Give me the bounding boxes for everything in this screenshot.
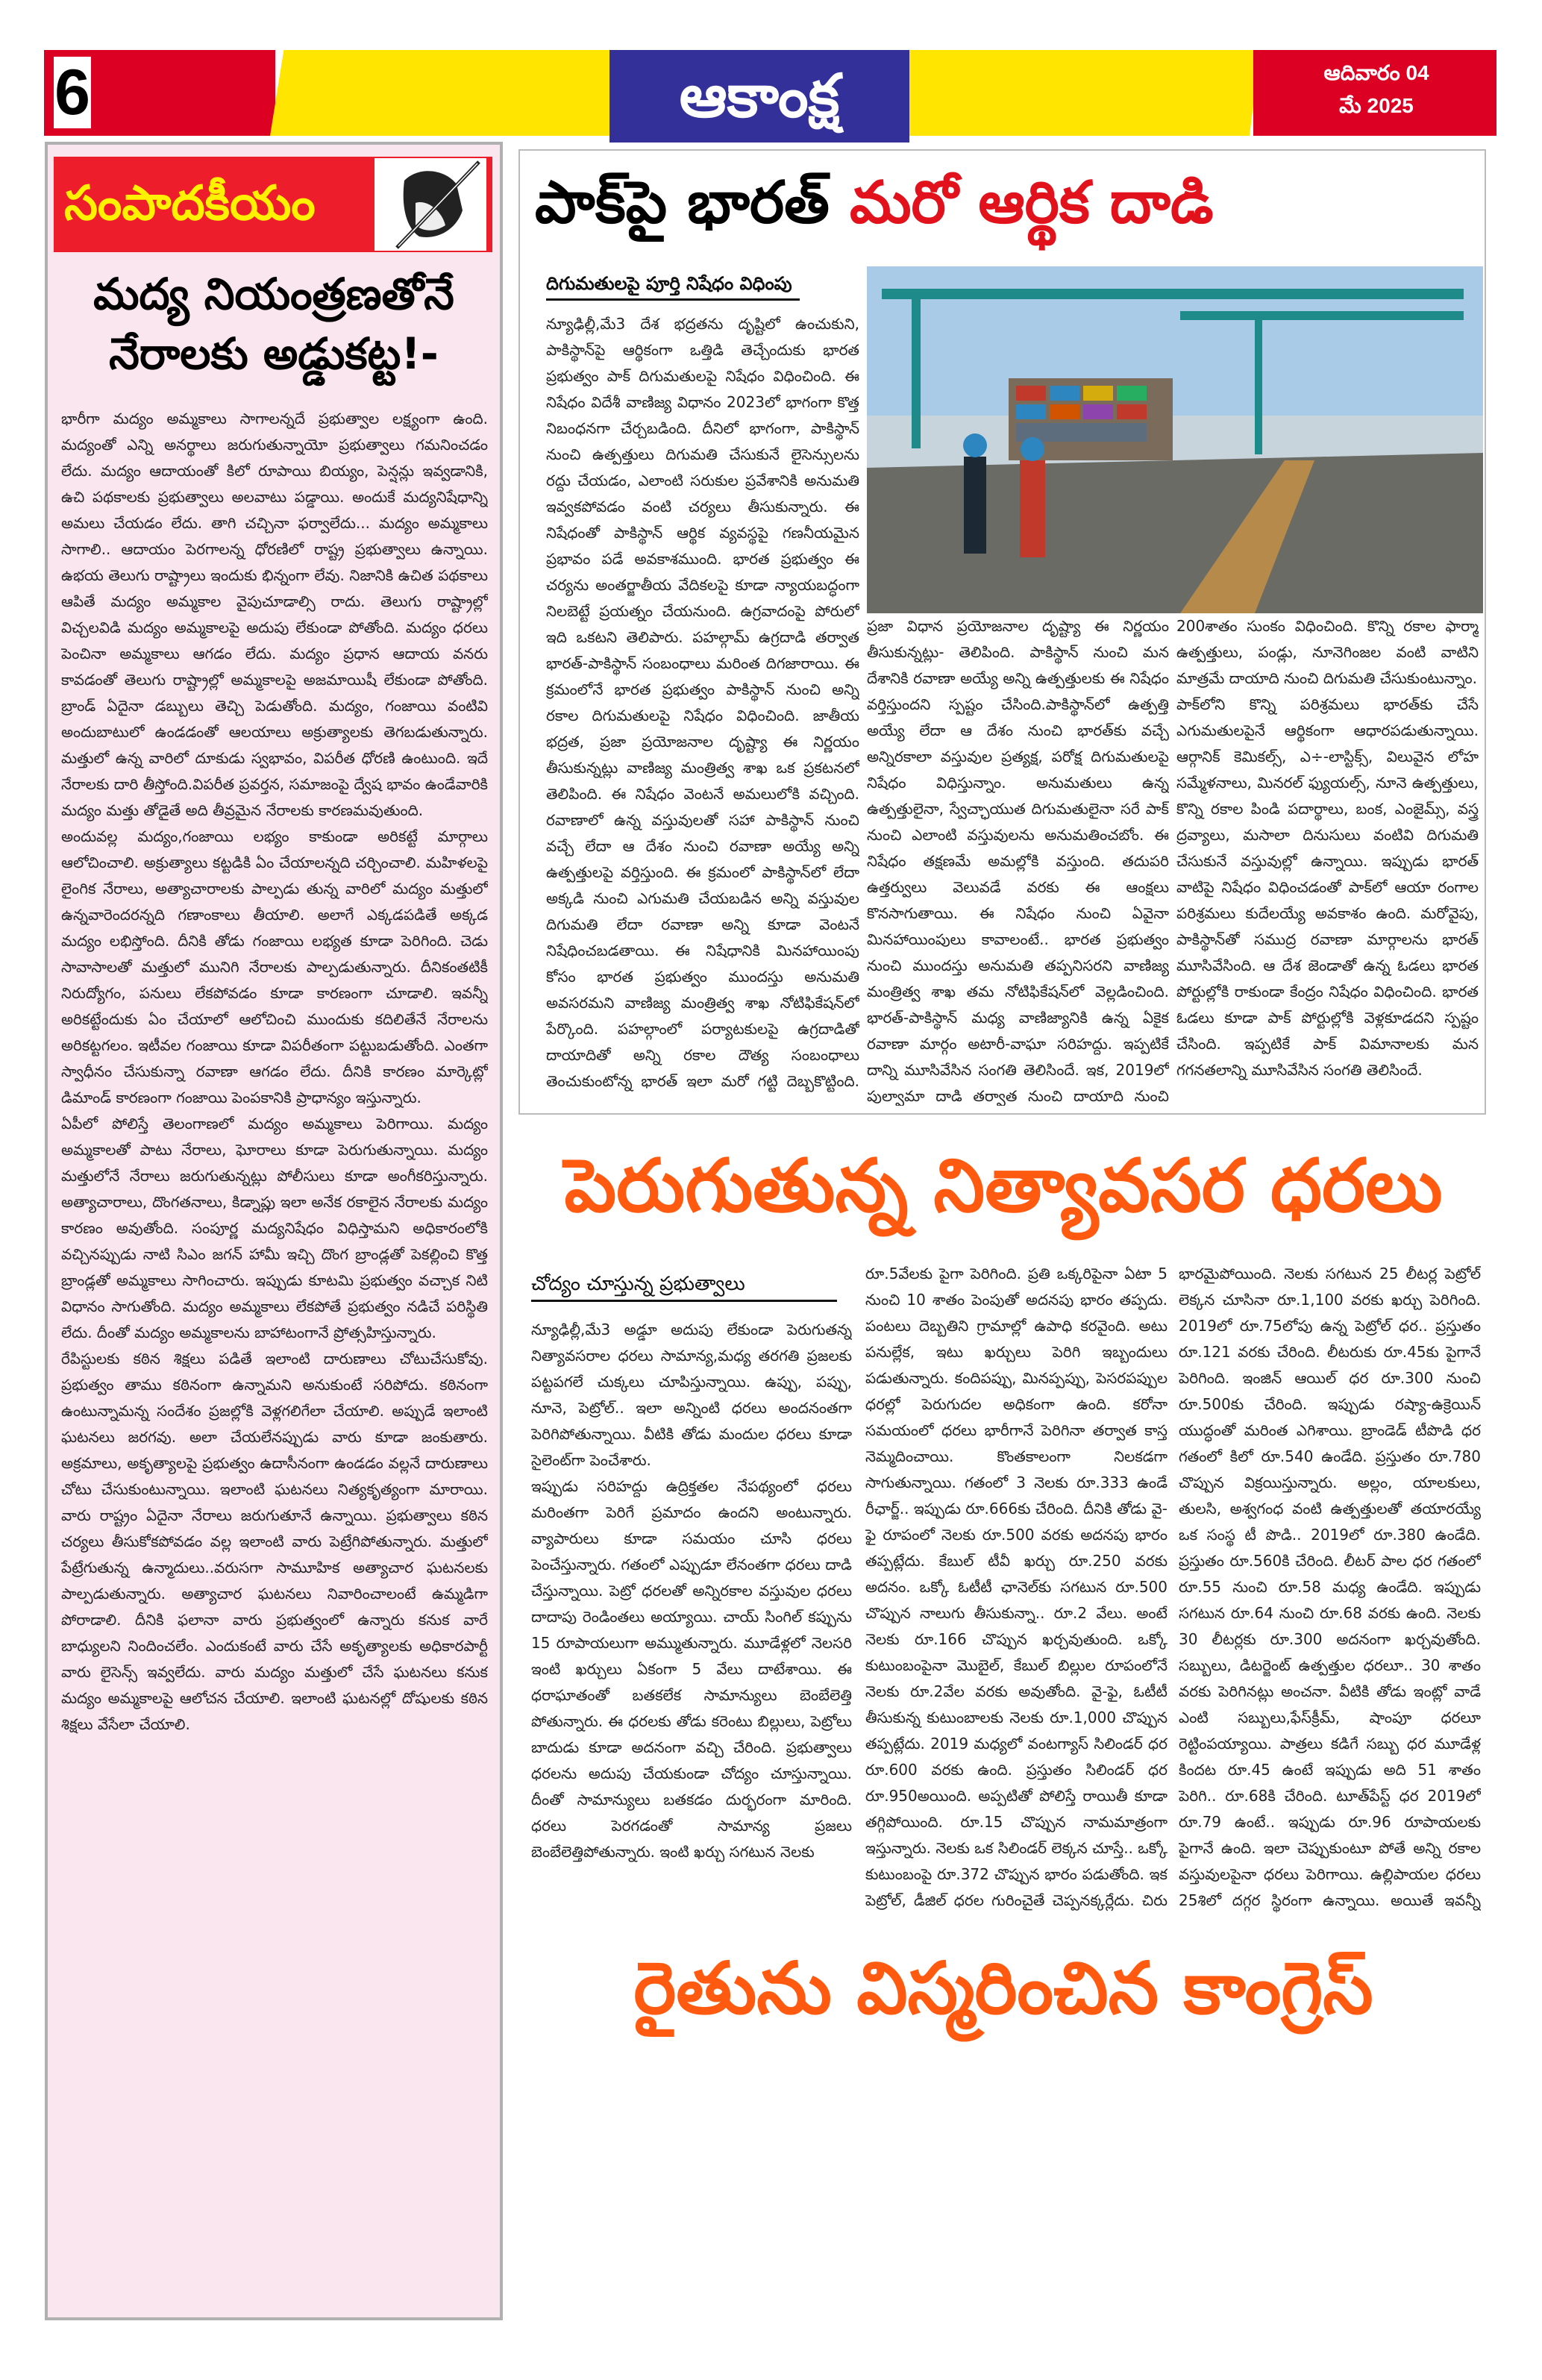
editorial-column (45, 142, 503, 2320)
newspaper-masthead: ఆకాంక్ష (679, 61, 840, 131)
pak-story-column-1 (546, 311, 859, 1095)
editorial-banner (54, 157, 492, 252)
prices-story-column-3 (1179, 1261, 1481, 1914)
editorial-paragraph: రేపిస్టులకు కఠిన శిక్షలు పడితే ఇలాంటి దారుణాలు చోటుచేసుకోవు. ప్రభుత్వం తాము కఠినంగా ఉన్నామని అనుకుంటే సరిపోదు. కఠినంగా ఉంటున్నామన్న సందేశం ప్రజల్లోకి వెళ్లగలిగేలా చేయాలి. అప్పుడే ఇలాంటి ఘటనలు జరగవు. అలా చేయలేనప్పుడు వారు కూడా జంకుతారు. అక్రమాలు, అకృత్యాలపై ప్రభుత్వం ఉదాసీనంగా ఉండడం వల్లనే దారుణాలు చోటు చేసుకుంటున్నాయి. ఇలాంటి ఘటనలు నిత్యకృత్యంగా మారాయి. వారు రాష్ట్రం ఏదైనా నేరాలు జరుగుతూనే ఉన్నాయి. ప్రభుత్వాలు కఠిన చర్యలు తీసుకోకపోవడం వల్ల ఇలాంటి వారు పెట్రేగిపోతున్నారు. మత్తులో పేట్రేగుతున్న ఉన్మాదులు..వరుసగా సామూహిక అత్యాచార ఘటనలకు పాల్పడుతున్నారు. అత్యాచార ఘటనలు నివారించాలంటే ఉమ్మడిగా పోరాడాలి. దీనికి ఫలానా వారు ప్రభుత్వంలో ఉన్నారు కనుక వారే బాధ్యులని నిందించలేం. ఎందుకంటే వారు చేసే అకృత్యాలకు అధికారపార్టీ వారు లైసెన్స్ ఇవ్వలేదు. వారు మద్యం మత్తులో చేసే ఘటనలు కనుక మద్యం అమ్మకాలపై ఆలోచన చేయాలి. ఇలాంటి ఘటనల్లో దోషులకు కఠిన శిక్షలు వేసేలా చేయాలి. (61, 1350, 488, 1733)
pak-headline-black: పాక్‌పై భారత్ (535, 169, 830, 237)
pak-paragraph: న్యూఢిల్లీ,మే3 దేశ భద్రతను దృష్టిలో ఉంచుకుని, పాకిస్థాన్‌పై ఆర్థికంగా ఒత్తిడి తెచ్చేందుకు భారత ప్రభుత్వం పాక్ దిగుమతులపై నిషేధం విధించింది. ఈ నిషేధం విదేశీ వాణిజ్య విధానం 2023లో భాగంగా కొత్త నిబంధనగా చేర్చబడింది. దీనిలో భాగంగా, పాకిస్థాన్ నుంచి ఉత్పత్తులు దిగుమతి చేసుకునే లైసెన్సులను రద్దు చేయడం, ఎలాంటి సరుకుల ప్రవేశానికి అనుమతి ఇవ్వకపోవడం వంటి చర్యలు తీసుకున్నారు. ఈ నిషేధంతో పాకిస్థాన్ ఆర్థిక వ్యవస్థపై గణనీయమైన ప్రభావం పడే అవకాశముంది. భారత ప్రభుత్వం ఈ చర్యను అంతర్జాతీయ వేదికలపై కూడా న్యాయబద్ధంగా నిలబెట్టే ప్రయత్నం చేయనుంది. ఉగ్రవాదంపై పోరులో ఇది ఒకటని తెలిపారు. పహల్గామ్ ఉగ్రదాడి తర్వాత భారత్-పాకిస్థాన్ సంబంధాలు మరింత దిగజారాయి. ఈ క్రమంలోనే భారత ప్రభుత్వం పాకిస్థాన్ నుంచి అన్ని రకాల దిగుమతులపై నిషేధం విధించింది. జాతీయ భద్రత, ప్రజా ప్రయోజనాల దృష్ట్యా ఈ నిర్ణయం తీసుకున్నట్లు వాణిజ్య మంత్రిత్వ శాఖ ఒక ప్రకటనలో తెలిపింది. ఈ నిషేధం వెంటనే అమలులోకి వచ్చింది. రవాణాలో ఉన్న వస్తువులతో సహా పాకిస్థాన్ నుంచి వచ్చే లేదా ఆ దేశం నుంచి రవాణా అయ్యే అన్ని ఉత్పత్తులపై వర్తిస్తుంది. ఈ క్రమంలో పాకిస్థాన్‌లో లేదా అక్కడి నుంచి ఎగుమతి చేయబడిన అన్ని వస్తువుల దిగుమతి లేదా రవాణా అన్ని కూడా వెంటనే నిషేధించబడతాయి. ఈ నిషేధానికి మినహాయింపు కోసం భారత ప్రభుత్వం ముందస్తు అనుమతి అవసరమని వాణిజ్య మంత్రిత్వ శాఖ నోటిఫికేషన్‌లో పేర్కొంది. పహల్గాంలో పర్యాటకులపై ఉగ్రదాడితో దాయాదితో అన్ని రకాల దౌత్య సంబంధాలు తెంచుకుంటోన్న భారత్ ఇలా మరో గట్టి దెబ్బకొట్టింది. (546, 315, 859, 1090)
pak-headline-red: మరో ఆర్థిక దాడి (850, 169, 1214, 237)
pak-story-column-2 (867, 613, 1169, 1106)
editorial-paragraph: భారీగా మద్యం అమ్మకాలు సాగాలన్నదే ప్రభుత్వాల లక్ష్యంగా ఉంది. మద్యంతో ఎన్ని అనర్థాలు జరుగుతున్నాయో ప్రభుత్వాలు గమనించడం లేదు. మద్యం ఆదాయంతో కిలో రూపాయి బియ్యం, పెన్షన్లు ఇవ్వడానికి, ఉచి పథకాలకు ప్రభుత్వాలు అలవాటు పడ్డాయి. అందుకే మద్యనిషేధాన్ని అమలు చేయడం లేదు. తాగి చచ్చినా ఫర్వాలేదు... మద్యం అమ్మకాలు సాగాలి.. ఆదాయం పెరగాలన్న ధోరణిలో రాష్ట్ర ప్రభుత్వాలు ఉన్నాయి. ఉభయ తెలుగు రాష్ట్రాలు ఇందుకు భిన్నంగా లేవు. నిజానికి ఉచిత పథకాలు ఆపితే మద్యం అమ్మకాల వైపుచూడాల్సి రాదు. తెలుగు రాష్ట్రాల్లో విచ్చలవిడి మద్యం అమ్మకాలపై అదుపు లేకుండా పోతోంది. మద్యం ధరలు పెంచినా అమ్మకాలు ఆగడం లేదు. మద్యం ప్రధాన ఆదాయ వనరు కావడంతో తెలుగు రాష్ట్రాల్లో అమ్మకాలపై అజమాయిషీ లేకుండా పోతోంది. బ్రాండ్ ఏదైనా డబ్బులు తెచ్చి పెడుతోంది. మద్యం, గంజాయి వంటివి అందుబాటులో ఉండడంతో ఆలయాలు అక్రుత్యాలకు తెగబడుతున్నారు. మత్తులో ఉన్న వారిలో దూకుడు స్వభావం, విపరీత ధోరణి ఉంటుంది. ఇదే నేరాలకు దారి తీస్తోంది.విపరీత ప్రవర్తన, సమాజంపై ద్వేష భావం ఉండేవారికి మద్యం మత్తు తోడైతే అది తీవ్రమైన నేరాలకు కారణమవుతుంది. (61, 410, 488, 819)
pak-paragraph: ప్రజా విధాన ప్రయోజనాల దృష్ట్యా ఈ నిర్ణయం తీసుకున్నట్లు- తెలిపింది. పాకిస్థాన్ నుంచి మన దేశానికి రవాణా అయ్యే అన్ని ఉత్పత్తులకు ఈ నిషేధం వర్తిస్తుందని స్పష్టం చేసింది.పాకిస్థాన్‌లో ఉత్పత్తి అయ్యే లేదా ఆ దేశం నుంచి భారత్‌కు వచ్చే అన్నిరకాలా వస్తువుల ప్రత్యక్ష, పరోక్ష దిగుమతులపై నిషేధం విధిస్తున్నాం. అనుమతులు ఉన్న ఉత్పత్తులైనా, స్వేచ్ఛాయుత దిగుమతులైనా సరే పాక్ నుంచి ఎలాంటి వస్తువులను అనుమతించబోం. ఈ నిషేధం తక్షణమే అమల్లోకి వస్తుంది. తదుపరి ఉత్తర్వులు వెలువడే వరకు ఈ ఆంక్షలు కొనసాగుతాయి. ఈ నిషేధం నుంచి ఏవైనా మినహాయింపులు కావాలంటే.. భారత ప్రభుత్వం నుంచి ముందస్తు అనుమతి తప్పనిసరని వాణిజ్య మంత్రిత్వ శాఖ తమ నోటిఫికేషన్‌లో వెల్లడించింది. భారత్-పాకిస్థాన్ మధ్య వాణిజ్యానికి ఉన్న ఏకైక రవాణా మార్గం అటారీ-వాఘా సరిహద్దు. ఇప్పటికే దాన్ని మూసివేసిన సంగతి తెలిసిందే. ఇక, 2019లో పుల్వామా దాడి తర్వాత నుంచి దాయాది నుంచి (867, 617, 1169, 1105)
port-photo-illustration (867, 266, 1483, 613)
prices-paragraph: రూ.5వేలకు పైగా పెరిగింది. ప్రతి ఒక్కరిపైనా ఏటా 5 నుంచి 10 శాతం పెంపుతో అదనపు భారం తప్పదు. పంటలు దెబ్బతిని గ్రామాల్లో ఉపాధి కరవైంది. అటు పనుల్లేక, ఇటు ఖర్చులు పెరిగి ఇబ్బందులు పడుతున్నారు. కందిపప్పు, మినప్పప్పు, పెసరపప్పుల ధరల్లో పెరుగుదల అధికంగా ఉంది. కరోనా సమయంలో ధరలు భారీగానే పెరిగినా తర్వాత కాస్త నెమ్మదించాయి. కొంతకాలంగా నిలకడగా సాగుతున్నాయి. గతంలో 3 నెలకు రూ.333 ఉండే రీఛార్జ్.. ఇప్పుడు రూ.666కు చేరింది. దీనికి తోడు వై-ఫై రూపంలో నెలకు రూ.500 వరకు అదనపు భారం తప్పట్లేదు. కేబుల్ టీవీ ఖర్చు రూ.250 వరకు అదనం. ఒక్కో ఓటీటీ ఛానెల్‌కు సగటున రూ.500 చొప్పున నాలుగు తీసుకున్నా.. రూ.2 వేలు. అంటే నెలకు రూ.166 చొప్పున ఖర్చవుతుంది. ఒక్కో కుటుంబంపైనా మొబైల్, కేబుల్ బిల్లుల రూపంలోనే నెలకు రూ.2వేల వరకు అవుతోంది. వై-ఫై, ఓటీటీ తీసుకున్న కుటుంబాలకు నెలకు రూ.1,000 చొప్పున తప్పట్లేదు. 2019 మధ్యలో వంటగ్యాస్ సిలిండర్ ధర రూ.600 వరకు ఉంది. ప్రస్తుతం సిలిండర్ ధర రూ.950అయింది. అప్పటితో పోలిస్తే రాయితీ కూడా తగ్గిపోయింది. రూ.15 చొప్పున నామమాత్రంగా ఇస్తున్నారు. నెలకు ఒక సిలిండర్ లెక్కన చూస్తే.. ఒక్కో కుటుంబంపై రూ.372 చొప్పున భారం పడుతోంది. ఇక పెట్రోల్, డీజిల్ ధరల గురించైతే చెప్పనక్కర్లేదు. చిరు (865, 1265, 1168, 1909)
date-day: ఆదివారం 04 (1323, 61, 1429, 84)
editorial-paragraph: ఏపీలో పోలిస్తే తెలంగాణలో మద్యం అమ్మకాలు పెరిగాయి. మద్యం అమ్మకాలతో పాటు నేరాలు, ఘోరాలు కూడా పెరుగుతున్నాయి. మద్యం మత్తులోనే నేరాలు జరుగుతున్నట్లు పోలీసులు కూడా అంగీకరిస్తున్నారు. అత్యాచారాలు, దొంగతనాలు, కిడ్నాప్లు ఇలా అనేక రకాలైన నేరాలకు మద్యం కారణం అవుతోంది. సంపూర్ణ మద్యనిషేధం విధిస్తామని అధికారంలోకి వచ్చినప్పుడు నాటి సిఎం జగన్ హామీ ఇచ్చి దొంగ బ్రాండ్లతో పెకల్లించి కొత్త బ్రాండ్లతో అమ్మకాలు సాగించారు. ఇప్పుడు కూటమి ప్రభుత్వం వచ్చాక నిటి విధానం సాగుతోంది. మద్యం అమ్మకాలు లేకపోతే ప్రభుత్వం నడిచే పరిస్థితి లేదు. దీంతో మద్యం అమ్మకాలను బాహాటంగానే ప్రోత్సహిస్తున్నారు. (61, 1115, 488, 1341)
farmer-story-headline: రైతును విస్మరించిన కాంగ్రెస్ (633, 1947, 1373, 2030)
header-band-yellow-left (270, 50, 613, 136)
pen-in-hand-icon (374, 158, 486, 251)
editorial-banner-title: సంపాదకీయం (64, 176, 316, 231)
prices-paragraph: భారమైపోయింది. నెలకు సగటున 25 లీటర్ల పెట్రోల్ లెక్కన చూసినా రూ.1,100 వరకు ఖర్చు పెరిగింది. 2019లో రూ.75లోపు ఉన్న పెట్రోల్ ధర.. ప్రస్తుతం రూ.121 వరకు చేరింది. లీటరుకు రూ.45కు పైగానే పెరిగింది. ఇంజిన్ ఆయిల్ ధర రూ.300 నుంచి రూ.500కు చేరింది. ఇప్పుడు రష్యా-ఉక్రెయిన్ యుద్ధంతో మరింత ఎగిశాయి. బ్రాండెడ్ టీపొడి ధర గతంలో కిలో రూ.540 ఉండేది. ప్రస్తుతం రూ.780 చొప్పున విక్రయిస్తున్నారు. అల్లం, యాలకులు, తులసి, అశ్వగంధ వంటి ఉత్పత్తులతో తయారయ్యే ఒక సంస్థ టీ పొడి.. 2019లో రూ.380 ఉండేది. ప్రస్తుతం రూ.560కి చేరింది. లీటర్ పాల ధర గతంలో రూ.55 నుంచి రూ.58 మధ్య ఉండేది. ఇప్పుడు సగటున రూ.64 నుంచి రూ.68 వరకు ఉంది. నెలకు 30 లీటర్లకు రూ.300 అదనంగా ఖర్చవుతోంది. సబ్బులు, డిటర్జెంట్ ఉత్పత్తుల ధరలూ.. 30 శాతం వరకు పెరిగినట్లు అంచనా. వీటికి తోడు ఇంట్లో వాడే ఎంటి సబ్బులు,ఫేస్‌క్రీమ్, షాంపూ ధరలూ రెట్టింపయ్యాయి. పాత్రలు కడిగే సబ్బు ధర మూడేళ్ల కిందట రూ.45 ఉంటే ఇప్పుడు అది 51 శాతం పెరిగి.. రూ.68కి చేరింది. టూత్‌పేస్ట్ ధర 2019లో రూ.79 ఉంటే.. ఇప్పుడు రూ.96 రూపాయలకు పైగానే ఉంది. ఇలా చెప్పుకుంటూ పోతే అన్ని రకాల వస్తువులపైనా ధరలు పెరిగాయి. ఉల్లిపాయల ధరలు 25శిలో దగ్గర స్థిరంగా ఉన్నాయి. అయితే ఇవన్నీ (1179, 1265, 1481, 1909)
prices-story-headline: పెరుగుతున్న నిత్యావసర ధరలు (564, 1144, 1443, 1229)
date-month-year: మే 2025 (1339, 94, 1414, 117)
pak-story-headline (535, 166, 1475, 240)
prices-story-column-1 (531, 1317, 852, 1914)
pak-paragraph: 200శాతం సుంకం విధించింది. కొన్ని రకాల ఫార్మా ఉత్పత్తులు, పండ్లు, నూనెగింజల వంటి వాటిని మాత్రమే దాయాది నుంచి దిగుమతి చేసుకుంటున్నాం. (1176, 617, 1479, 687)
prices-story-subheading: చోద్యం చూస్తున్న ప్రభుత్వాలు (531, 1268, 837, 1302)
editorial-headline (55, 264, 492, 383)
pak-story-column-3 (1176, 613, 1479, 1106)
prices-paragraph: న్యూఢిల్లీ,మే3 అడ్డూ అదుపు లేకుండా పెరుగుతన్న నిత్యావసరాల ధరలు సామాన్య,మధ్య తరగతి ప్రజలకు పట్టపగలే చుక్కలు చూపిస్తున్నాయి. ఉప్పు, పప్పు, నూనె, పెట్రోల్.. ఇలా అన్నింటి ధరలు అందనంతగా పెరిగిపోతున్నాయి. వీటికి తోడు మందుల ధరలు కూడా సైలెంట్‌గా పెంచేశారు. (531, 1321, 852, 1469)
prices-paragraph: ఇప్పుడు సరిహద్దు ఉద్రిక్తతల నేపథ్యంలో ధరలు మరింతగా పెరిగే ప్రమాదం ఉందని అంటున్నారు. వ్యాపారులు కూడా సమయం చూసి ధరలు పెంచేస్తున్నారు. గతంలో ఎప్పుడూ లేనంతగా ధరలు దాడి చేస్తున్నాయి. పెట్రో ధరలతో అన్నిరకాల వస్తువుల ధరలు దాదాపు రెండింతలు అయ్యాయి. చాయ్ సింగిల్ కప్పును 15 రూపాయలుగా అమ్ముతున్నారు. మూడేళ్లలో నెలసరి ఇంటి ఖర్చులు ఏకంగా 5 వేలు దాటేశాయి. ఈ ధరాఘాతంతో బతకలేక సామాన్యులు బెంబేలెత్తి పోతున్నారు. ఈ ధరలకు తోడు కరెంటు బిల్లులు, పెట్రోలు బాదుడు కూడా అదనంగా వచ్చి చేరింది. ప్రభుత్వాలు ధరలను అదుపు చేయకుండా చోద్యం చూస్తున్నాయి. దీంతో సామాన్యులు బతకడం దుర్భరంగా మారింది. ధరలు పెరగడంతో సామాన్య ప్రజలు బెంబేలెత్తిపోతున్నారు. ఇంటి ఖర్చు సగటున నెలకు (531, 1477, 852, 1861)
prices-story-column-2 (865, 1261, 1168, 1914)
pak-paragraph: పాక్‌లోని కొన్ని పరిశ్రమలు భారత్‌కు చేసే ఎగుమతులపైనే ఆర్థికంగా ఆధారపడుతున్నాయి. ఆర్గానిక్ కెమికల్స్, ఎ÷-లాస్టిక్స్, విలువైన లోహ సమ్మేళనాలు, మినరల్ ఫ్యుయల్స్, నూనె ఉత్పత్తులు, కొన్ని రకాల పిండి పదార్థాలు, బంక, ఎంజైమ్స్, వస్త్ర ద్రవ్యాలు, మసాలా దినుసులు వంటివి దిగుమతి చేసుకునే వస్తువుల్లో ఉన్నాయి. ఇప్పుడు భారత్ వాటిపై నిషేధం విధించడంతో పాక్‌లో ఆయా రంగాల పరిశ్రమలు కుదేలయ్యే అవకాశం ఉంది. మరోవైపు, పాకిస్థాన్‌తో సముద్ర రవాణా మార్గాలను భారత్ మూసివేసింది. ఆ దేశ జెండాతో ఉన్న ఓడలు భారత పోర్టుల్లోకి రాకుండా కేంద్రం నిషేధం విధించింది. భారత ఓడలు కూడా పాక్ పోర్టుల్లోకి వెళ్లకూడదని స్పష్టం చేసింది. ఇప్పటికే పాక్ విమానాలకు మన గగనతలాన్ని మూసివేసిన సంగతి తెలిసిందే. (1176, 695, 1479, 1079)
page-number: 6 (54, 57, 90, 128)
editorial-headline-line1: మద్య నియంత్రణతోనే (93, 269, 454, 319)
editorial-paragraph: అందువల్ల మద్యం,గంజాయి లభ్యం కాకుండా అరికట్టే మార్గాలు ఆలోచించాలి. అక్రుత్యాలు కట్టడికి ఏం చేయాలన్నది చర్చించాలి. మహిళలపై లైంగిక నేరాలు, అత్యాచారాలకు పాల్పడు తున్న వారిలో మద్యం మత్తులో ఉన్నవారెందరన్నది గణాంకాలు తీయాలి. అలాగే ఎక్కడపడితే అక్కడ మద్యం లభిస్తోంది. దీనికి తోడు గంజాయి లభ్యత కూడా పెరిగింది. చెడు సావాసాలతో మత్తులో మునిగి నేరాలకు పాల్పడుతున్నారు. దీనికంతటికీ నిరుద్యోగం, పనులు లేకపోవడం కూడా కారణంగా చూడాలి. ఇవన్నీ అరికట్టేందుకు ఏం చేయాలో ఆలోచించి ముందుకు కదిలితేనే నేరాలను అరికట్టగలం. ఇటీవల గంజాయి కూడా విపరీతంగా పట్టుబడుతోంది. ఎంతగా స్వాధీనం చేసుకున్నా రవాణా ఆగడం లేదు. దీనికి కారణం మార్కెట్లో డిమాండ్ కారణంగా గంజాయి పెంపకానికి ప్రాధాన్యం ఇస్తున్నారు. (61, 827, 488, 1106)
editorial-body (61, 406, 488, 2308)
editorial-headline-line2: నేరాలకు అడ్డుకట్ట!- (109, 328, 439, 379)
port-cargo-ship-photo (867, 266, 1483, 613)
header-band-yellow-right (909, 50, 1260, 136)
pak-story-subheading: దిగుమతులపై పూర్తి నిషేధం విధింపు (546, 269, 800, 301)
pak-story-box (518, 149, 1486, 1115)
